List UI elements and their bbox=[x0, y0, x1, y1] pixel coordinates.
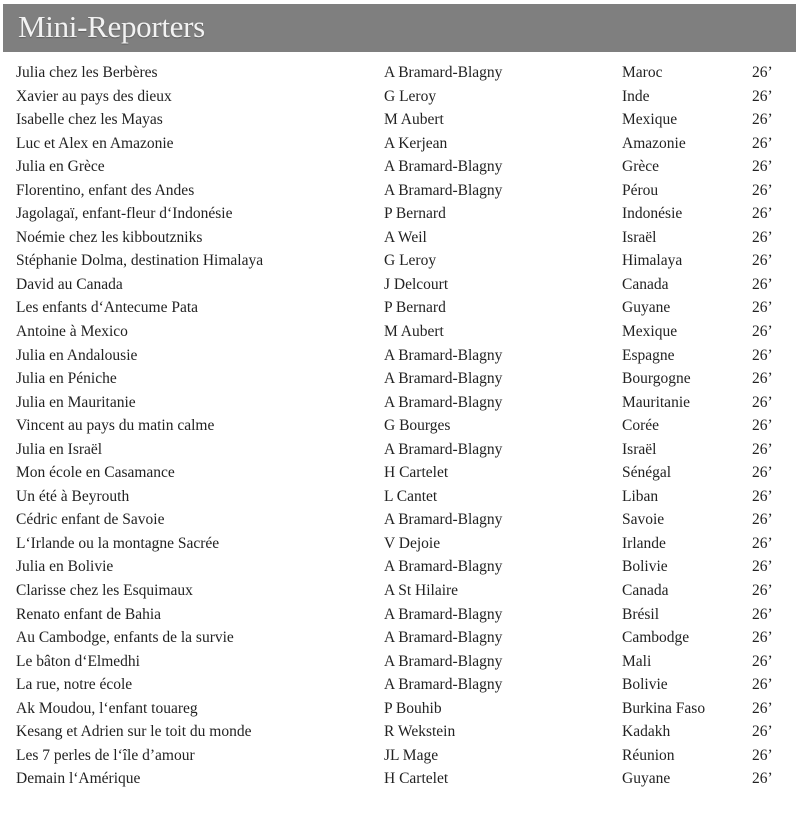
film-director: V Dejoie bbox=[384, 534, 441, 552]
film-duration: 26’ bbox=[752, 605, 773, 623]
film-duration: 26’ bbox=[752, 652, 773, 670]
film-duration: 26’ bbox=[752, 723, 773, 741]
film-duration: 26’ bbox=[752, 464, 773, 482]
film-country: Canada bbox=[622, 582, 669, 600]
film-title: Le bâton d‘Elmedhi bbox=[16, 652, 140, 670]
film-country: Réunion bbox=[622, 746, 675, 764]
film-country: Irlande bbox=[622, 534, 666, 552]
film-duration: 26’ bbox=[752, 158, 773, 176]
film-director: H Cartelet bbox=[384, 464, 449, 482]
film-row bbox=[16, 438, 796, 462]
film-duration: 26’ bbox=[752, 205, 773, 223]
film-country: Amazonie bbox=[622, 134, 686, 152]
film-director: A Bramard-Blagny bbox=[384, 511, 503, 529]
film-duration: 26’ bbox=[752, 370, 773, 388]
film-title: Florentino, enfant des Andes bbox=[16, 181, 195, 199]
film-country: Grèce bbox=[622, 158, 659, 176]
film-duration: 26’ bbox=[752, 64, 773, 81]
film-row bbox=[16, 61, 796, 85]
film-country: Israël bbox=[622, 228, 657, 246]
header-banner bbox=[3, 4, 796, 52]
film-row bbox=[16, 485, 796, 509]
film-director: A Bramard-Blagny bbox=[384, 64, 503, 81]
film-director: G Leroy bbox=[384, 87, 437, 105]
film-country: Guyane bbox=[622, 299, 671, 317]
film-director: A Bramard-Blagny bbox=[384, 440, 503, 458]
film-director: G Leroy bbox=[384, 252, 437, 270]
film-row bbox=[16, 579, 796, 603]
film-title: Noémie chez les kibboutzniks bbox=[16, 228, 203, 246]
film-title: Xavier au pays des dieux bbox=[16, 87, 172, 105]
film-title: Luc et Alex en Amazonie bbox=[16, 134, 174, 152]
film-row bbox=[16, 296, 796, 320]
film-country: Bolivie bbox=[622, 676, 668, 694]
film-title: Demain l‘Amérique bbox=[16, 770, 141, 788]
film-duration: 26’ bbox=[752, 440, 773, 458]
film-duration: 26’ bbox=[752, 393, 773, 411]
film-title: Ak Moudou, l‘enfant touareg bbox=[16, 699, 198, 717]
film-duration: 26’ bbox=[752, 346, 773, 364]
film-title: La rue, notre école bbox=[16, 676, 133, 694]
film-row bbox=[16, 744, 796, 768]
film-duration: 26’ bbox=[752, 699, 773, 717]
film-director: A Bramard-Blagny bbox=[384, 652, 503, 670]
film-director: A Bramard-Blagny bbox=[384, 676, 503, 694]
film-title: Mon école en Casamance bbox=[16, 464, 175, 482]
film-title: Antoine à Mexico bbox=[16, 323, 128, 341]
film-country: Espagne bbox=[622, 346, 675, 364]
film-director: H Cartelet bbox=[384, 770, 449, 788]
film-row bbox=[16, 226, 796, 250]
film-row bbox=[16, 202, 796, 226]
film-director: P Bernard bbox=[384, 205, 446, 223]
film-title: Julia en Andalousie bbox=[16, 346, 138, 364]
film-title: Isabelle chez les Mayas bbox=[16, 111, 163, 129]
film-director: J Delcourt bbox=[384, 275, 449, 293]
film-title: Stéphanie Dolma, destination Himalaya bbox=[16, 252, 264, 270]
film-duration: 26’ bbox=[752, 275, 773, 293]
film-country: Bourgogne bbox=[622, 370, 691, 388]
film-director: A Bramard-Blagny bbox=[384, 605, 503, 623]
film-title: Les enfants d‘Antecume Pata bbox=[16, 299, 199, 317]
film-duration: 26’ bbox=[752, 534, 773, 552]
film-title: Un été à Beyrouth bbox=[16, 487, 130, 505]
film-country: Canada bbox=[622, 275, 669, 293]
film-country: Inde bbox=[622, 87, 650, 105]
film-duration: 26’ bbox=[752, 487, 773, 505]
film-row bbox=[16, 673, 796, 697]
film-country: Savoie bbox=[622, 511, 665, 529]
film-director: A Bramard-Blagny bbox=[384, 629, 503, 647]
film-duration: 26’ bbox=[752, 299, 773, 317]
film-country: Kadakh bbox=[622, 723, 671, 741]
film-row bbox=[16, 132, 796, 156]
film-duration: 26’ bbox=[752, 746, 773, 764]
film-duration: 26’ bbox=[752, 558, 773, 576]
film-title: Clarisse chez les Esquimaux bbox=[16, 582, 193, 600]
film-duration: 26’ bbox=[752, 770, 773, 788]
film-director: A Bramard-Blagny bbox=[384, 558, 503, 576]
film-title: L‘Irlande ou la montagne Sacrée bbox=[16, 534, 220, 552]
film-title: Julia en Péniche bbox=[16, 370, 117, 388]
film-country: Sénégal bbox=[622, 464, 672, 482]
film-country: Mexique bbox=[622, 323, 678, 341]
film-director: P Bernard bbox=[384, 299, 446, 317]
film-duration: 26’ bbox=[752, 87, 773, 105]
film-director: L Cantet bbox=[384, 487, 438, 505]
film-row bbox=[16, 85, 796, 109]
film-list bbox=[16, 61, 796, 791]
film-country: Guyane bbox=[622, 770, 671, 788]
film-row bbox=[16, 720, 796, 744]
film-duration: 26’ bbox=[752, 134, 773, 152]
film-duration: 26’ bbox=[752, 582, 773, 600]
film-country: Himalaya bbox=[622, 252, 683, 270]
film-country: Israël bbox=[622, 440, 657, 458]
film-duration: 26’ bbox=[752, 676, 773, 694]
film-row bbox=[16, 626, 796, 650]
film-row bbox=[16, 555, 796, 579]
film-country: Brésil bbox=[622, 605, 660, 623]
film-director: A Bramard-Blagny bbox=[384, 370, 503, 388]
film-director: M Aubert bbox=[384, 323, 444, 341]
film-title: Vincent au pays du matin calme bbox=[16, 417, 215, 435]
film-duration: 26’ bbox=[752, 511, 773, 529]
film-title: Renato enfant de Bahia bbox=[16, 605, 162, 623]
film-duration: 26’ bbox=[752, 252, 773, 270]
film-director: A St Hilaire bbox=[384, 582, 459, 600]
film-title: Julia en Bolivie bbox=[16, 558, 114, 576]
film-row bbox=[16, 508, 796, 532]
film-row bbox=[16, 697, 796, 721]
film-country: Pérou bbox=[622, 181, 659, 199]
film-row bbox=[16, 391, 796, 415]
film-row bbox=[16, 344, 796, 368]
film-row bbox=[16, 249, 796, 273]
film-row bbox=[16, 532, 796, 556]
film-row bbox=[16, 179, 796, 203]
film-row bbox=[16, 367, 796, 391]
film-title: Julia en Mauritanie bbox=[16, 393, 136, 411]
film-country: Maroc bbox=[622, 64, 663, 81]
film-country: Cambodge bbox=[622, 629, 690, 647]
film-director: A Bramard-Blagny bbox=[384, 158, 503, 176]
film-country: Mali bbox=[622, 652, 652, 670]
film-director: A Kerjean bbox=[384, 134, 448, 152]
film-row bbox=[16, 650, 796, 674]
film-row bbox=[16, 414, 796, 438]
film-title: Jagolagaï, enfant-fleur d‘Indonésie bbox=[16, 205, 233, 223]
film-title: Les 7 perles de l‘île d’amour bbox=[16, 746, 195, 764]
film-country: Bolivie bbox=[622, 558, 668, 576]
film-title: Au Cambodge, enfants de la survie bbox=[16, 629, 234, 647]
film-row bbox=[16, 108, 796, 132]
film-country: Mauritanie bbox=[622, 393, 691, 411]
film-director: A Weil bbox=[384, 228, 427, 246]
film-row bbox=[16, 603, 796, 627]
film-director: R Wekstein bbox=[384, 723, 456, 741]
film-row bbox=[16, 461, 796, 485]
film-country: Mexique bbox=[622, 111, 678, 129]
film-director: A Bramard-Blagny bbox=[384, 346, 503, 364]
film-duration: 26’ bbox=[752, 111, 773, 129]
film-title: David au Canada bbox=[16, 275, 123, 293]
film-director: P Bouhib bbox=[384, 699, 442, 717]
film-country: Burkina Faso bbox=[622, 699, 706, 717]
film-country: Indonésie bbox=[622, 205, 683, 223]
film-duration: 26’ bbox=[752, 228, 773, 246]
film-title: Julia en Grèce bbox=[16, 158, 105, 176]
film-row bbox=[16, 767, 796, 791]
film-country: Liban bbox=[622, 487, 659, 505]
film-title: Cédric enfant de Savoie bbox=[16, 511, 165, 529]
film-country: Corée bbox=[622, 417, 660, 435]
film-duration: 26’ bbox=[752, 417, 773, 435]
page-title: Mini-Reporters bbox=[18, 9, 205, 44]
film-director: A Bramard-Blagny bbox=[384, 181, 503, 199]
film-row bbox=[16, 273, 796, 297]
film-duration: 26’ bbox=[752, 323, 773, 341]
film-director: JL Mage bbox=[384, 746, 439, 764]
film-duration: 26’ bbox=[752, 181, 773, 199]
film-director: M Aubert bbox=[384, 111, 444, 129]
film-row bbox=[16, 320, 796, 344]
film-duration: 26’ bbox=[752, 629, 773, 647]
film-title: Kesang et Adrien sur le toit du monde bbox=[16, 723, 252, 741]
film-director: G Bourges bbox=[384, 417, 451, 435]
film-title: Julia en Israël bbox=[16, 440, 103, 458]
film-row bbox=[16, 155, 796, 179]
film-title: Julia chez les Berbères bbox=[16, 64, 158, 81]
film-director: A Bramard-Blagny bbox=[384, 393, 503, 411]
